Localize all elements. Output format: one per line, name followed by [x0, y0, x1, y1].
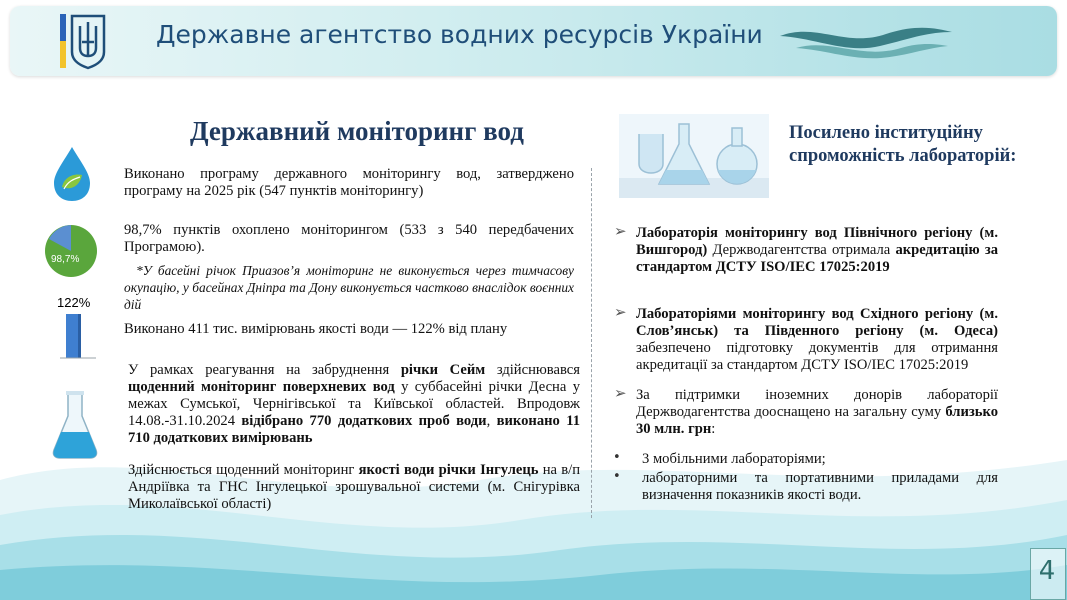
bullet-arrow-icon: ➢	[614, 384, 627, 402]
header-title: Державне агентство водних ресурсів України	[156, 20, 763, 49]
bullet-donors	[636, 387, 998, 438]
bullet-east-south	[636, 306, 998, 374]
east-south-text: забезпечено підготовку документів для отримання акредитації за стандартом ДСТУ ISO/IEC 17025:2019	[636, 340, 998, 373]
bullet-dot-icon: •	[613, 469, 621, 484]
seym-bold-measurements: виконано 11 710 додаткових вимірювань	[128, 413, 580, 446]
bullet-dot-icon: •	[613, 450, 621, 465]
paragraph-occupation-note: *У басейні річок Приазов’я моніторинг не виконується через тимчасову окупацію, у басейнах Дніпра та Дону виконується частково внаслідок воєнних дій	[124, 263, 574, 312]
seym-bold-daily: щоденний моніторинг поверхневих вод	[128, 379, 395, 395]
coverage-pie-chart	[44, 224, 98, 278]
seym-bold-samples: відібрано 770 додаткових проб води	[241, 413, 487, 429]
seym-bold-river: річки Сейм	[400, 362, 486, 378]
inhulets-text-2: на в/п Андріївка та ГНС Інгулецької зрошувальної системи (м. Снігурівка Миколаївської області)	[128, 462, 580, 512]
donors-bold: близько 30 млн. грн	[636, 404, 998, 437]
water-drop-leaf-icon	[50, 145, 94, 203]
column-divider	[591, 168, 592, 518]
bullet-vyshhorod	[636, 225, 998, 276]
flask-icon	[50, 390, 100, 460]
donors-text-1: За підтримки іноземних донорів лабораторії Держводагентства дооснащено на загальну суму	[636, 387, 998, 420]
seym-text-4: ,	[486, 413, 497, 429]
bullet-arrow-icon: ➢	[614, 222, 627, 240]
section-title-monitoring: Державний моніторинг вод	[190, 116, 524, 146]
donors-text-2: :	[711, 421, 716, 437]
section-title-labs: Посилено інституційну спроможність лабораторій:	[789, 123, 1017, 166]
trident-emblem-icon	[60, 12, 116, 70]
pie-label: 98,7%	[51, 254, 80, 265]
paragraph-coverage: 98,7% пунктів охоплено моніторингом (533 з 540 передбачених Програмою).	[124, 222, 574, 255]
inhulets-text-1: Здійснюється щоденний моніторинг	[128, 462, 359, 478]
seym-text-2: здійснювався	[485, 362, 580, 378]
vyshhorod-bold: Лабораторія моніторингу вод Північного регіону (м. Вишгород)	[636, 225, 998, 258]
waves-logo-icon	[776, 18, 954, 62]
list-item-mobile-labs: 3 мобільними лабораторіями;	[642, 451, 826, 467]
seym-text-1: У рамках реагування на забруднення	[128, 362, 401, 378]
bar-label: 122%	[57, 295, 91, 310]
inhulets-bold: якості води річки Інгулець	[358, 462, 539, 478]
bullet-arrow-icon: ➢	[614, 303, 627, 321]
measurements-bar	[60, 312, 96, 360]
paragraph-inhulets	[128, 462, 580, 513]
page-number: 4	[1038, 556, 1056, 586]
paragraph-measurements: Виконано 411 тис. вимірювань якості води — 122% від плану	[124, 321, 508, 337]
lab-glassware-image	[619, 114, 769, 198]
east-south-bold: Лабораторіями моніторингу вод Східного регіону (м. Слов’янськ) та Південного регіону (м. Одеса)	[636, 306, 998, 339]
vyshhorod-bold-accreditation: акредитацію за стандартом ДСТУ ISO/IEC 17025:2019	[636, 242, 998, 275]
list-item-instruments: лабораторними та портативними приладами для визначення показників якості води.	[642, 470, 998, 503]
vyshhorod-text: Держводагентства отримала	[707, 242, 896, 258]
paragraph-seym	[128, 362, 580, 447]
seym-text-3: у суббасейні річки Десна у межах Сумської, Чернігівської та Київської областей. Впродовж 14.08.-31.10.2024	[128, 379, 580, 429]
paragraph-program: Виконано програму державного моніторингу вод, затверджено програму на 2025 рік (547 пунктів моніторингу)	[124, 166, 574, 199]
